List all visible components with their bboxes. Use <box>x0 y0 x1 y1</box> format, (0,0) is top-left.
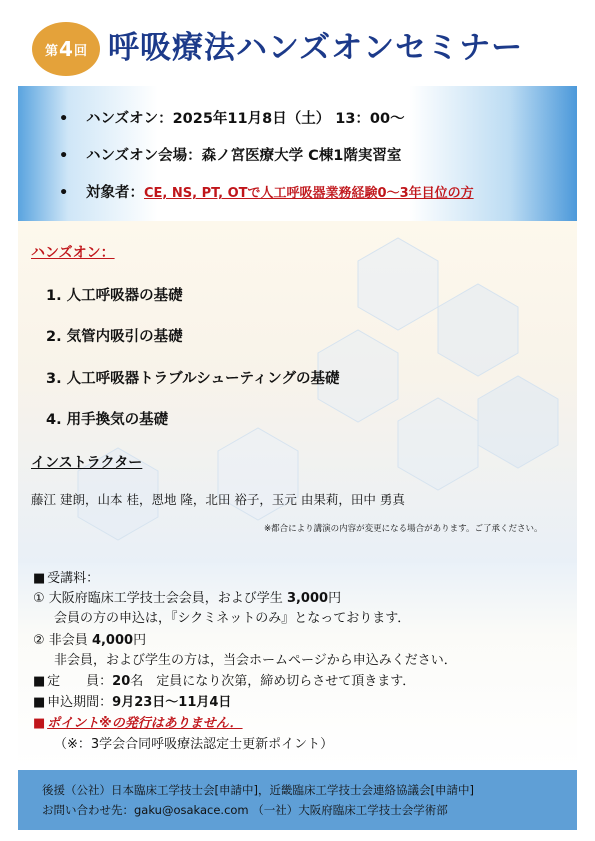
hexagon-background <box>18 221 577 563</box>
fee-label-line <box>33 570 99 587</box>
item-text: 用手換気の基礎 <box>66 412 169 428</box>
nonmember-note: 非会員，および学生の方は，当会ホームページから申込みください． <box>54 653 457 668</box>
instructor-names: 藤江 建朗，山本 桂，恩地 隆，北田 裕子，玉元 由果莉，田中 勇真 <box>31 492 405 507</box>
badge-prefix: 第 <box>45 43 59 59</box>
bullet-icon: • <box>59 111 69 127</box>
item-text: 人工呼吸器トラブルシューティングの基礎 <box>66 371 340 387</box>
period-value: 9月23日～11月4日 <box>112 695 232 710</box>
nonmember-fee-line <box>33 632 146 649</box>
item-text: 人工呼吸器の基礎 <box>66 288 183 304</box>
nonmember-fee-unit: 円 <box>133 633 147 648</box>
handson-item <box>46 284 183 305</box>
summary-label: ハンズオン会場： <box>86 148 202 164</box>
item-number: 2. <box>46 329 62 345</box>
capacity-text: 名 定員になり次第，締め切らさせて頂きます． <box>130 674 416 689</box>
nonmember-fee-text: 非会員 <box>48 633 92 648</box>
instructor-heading: インストラクター <box>31 455 143 471</box>
square-icon: ■ <box>33 674 46 689</box>
summary-label: ハンズオン： <box>86 111 173 127</box>
summary-value: 2025年11月8日（土） 13：00～ <box>172 111 405 127</box>
footer-band <box>18 770 577 830</box>
summary-item-date <box>59 110 474 129</box>
period-label: 申込期間： <box>47 695 113 710</box>
footer-contact: お問い合わせ先：gaku@osakace.com （一社）大阪府臨床工学技士会学術部 <box>42 803 448 817</box>
member-note: 会員の方の申込は，『シクミネットのみ』となっております． <box>54 611 411 626</box>
capacity-line <box>33 673 415 690</box>
member-fee-line <box>33 590 341 607</box>
bullet-icon: • <box>59 148 69 164</box>
nonmember-fee-price: 4,000 <box>91 633 134 648</box>
handson-item <box>46 325 183 346</box>
badge-suffix: 回 <box>73 43 87 59</box>
bullet-icon: • <box>59 185 69 201</box>
item-number: 4. <box>46 412 62 428</box>
circled-two-icon: ② <box>33 633 45 648</box>
summary-item-venue <box>59 147 474 166</box>
summary-label: 対象者： <box>86 185 144 201</box>
point-note: （※：3学会合同呼吸療法認定士更新ポイント） <box>54 737 334 752</box>
page-title: 呼吸療法ハンズオンセミナー <box>108 30 524 66</box>
summary-item-target <box>59 184 474 203</box>
capacity-label: 定 員： <box>47 674 113 689</box>
handson-item <box>46 408 168 429</box>
member-fee-text: 大阪府臨床工学技士会会員，および学生 <box>48 591 287 606</box>
member-fee-unit: 円 <box>328 591 342 606</box>
footer-sponsor: 後援（公社）日本臨床工学技士会[申請中]，近畿臨床工学技士会連絡協議会[申請中] <box>42 783 474 797</box>
capacity-value: 20 <box>112 674 131 689</box>
change-note: ※都合により講演の内容が変更になる場合があります。ご了承ください。 <box>264 524 543 534</box>
item-number: 3. <box>46 371 62 387</box>
square-icon: ■ <box>33 716 46 731</box>
period-line <box>33 694 231 711</box>
summary-value-target: CE, NS, PT, OTで人工呼吸器業務経験0～3年目位の方 <box>144 186 474 201</box>
handson-heading: ハンズオン： <box>31 245 115 261</box>
point-line <box>33 715 243 732</box>
square-icon: ■ <box>33 695 46 710</box>
point-text: ポイント※の発行はありません． <box>47 716 243 731</box>
session-badge <box>32 22 100 76</box>
handson-item <box>46 367 340 388</box>
fee-label: 受講料： <box>47 571 100 586</box>
badge-number: 4 <box>59 37 73 61</box>
summary-list <box>59 110 474 221</box>
square-icon: ■ <box>33 571 46 586</box>
member-fee-price: 3,000 <box>286 591 329 606</box>
circled-one-icon: ① <box>33 591 45 606</box>
item-number: 1. <box>46 288 62 304</box>
item-text: 気管内吸引の基礎 <box>66 329 183 345</box>
summary-value: 森ノ宮医療大学 C棟1階実習室 <box>201 148 402 164</box>
